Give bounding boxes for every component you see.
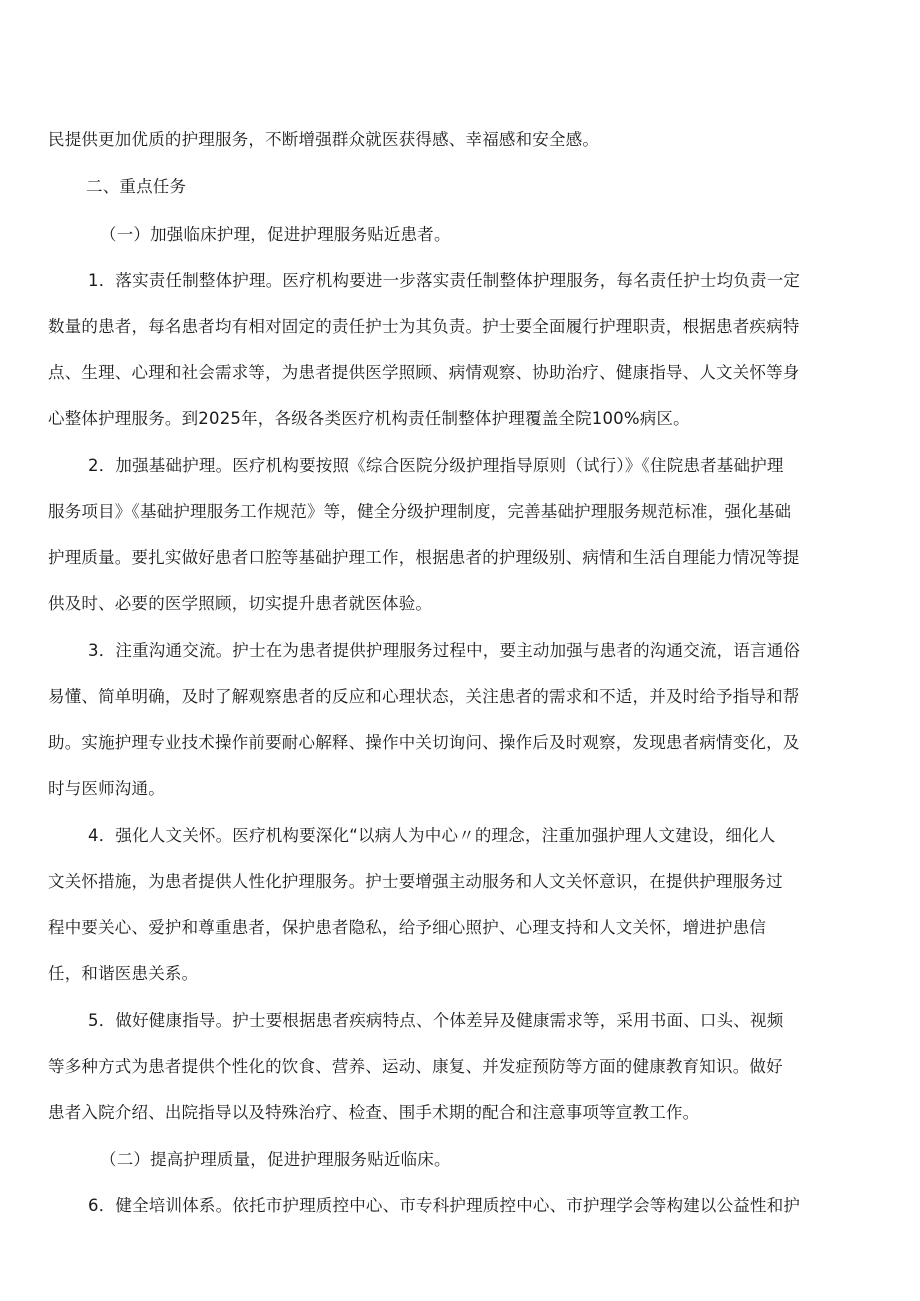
paragraph-line: 5．做好健康指导。护士要根据患者疾病特点、个体差异及健康需求等，采用书面、口头、视频 <box>88 1011 784 1030</box>
paragraph-line: 程中要关心、爱护和尊重患者，保护患者隐私，给予细心照护、心理支持和人文关怀，增进护患信 <box>48 918 767 937</box>
subsection-heading: （一）加强临床护理，促进护理服务贴近患者。 <box>100 225 451 244</box>
paragraph-line: 民提供更加优质的护理服务，不断增强群众就医获得感、幸福感和安全感。 <box>48 130 600 149</box>
paragraph-line: 点、生理、心理和社会需求等，为患者提供医学照顾、病情观察、协助治疗、健康指导、人文关怀等身 <box>48 363 800 382</box>
subsection-heading: （二）提高护理质量，促进护理服务贴近临床。 <box>100 1150 451 1169</box>
paragraph-line: 数量的患者，每名患者均有相对固定的责任护士为其负责。护士要全面履行护理职责，根据患者疾病特 <box>48 317 800 336</box>
paragraph-line: 6．健全培训体系。依托市护理质控中心、市专科护理质控中心、市护理学会等构建以公益性和护 <box>88 1196 801 1215</box>
paragraph-line: 易懂、简单明确，及时了解观察患者的反应和心理状态，关注患者的需求和不适，并及时给予指导和帮 <box>48 687 800 706</box>
paragraph-line: 心整体护理服务。到2025年，各级各类医疗机构责任制整体护理覆盖全院100%病区。 <box>48 409 690 428</box>
paragraph-line: 护理质量。要扎实做好患者口腔等基础护理工作，根据患者的护理级别、病情和生活自理能力情况等提 <box>48 548 800 567</box>
paragraph-line: 患者入院介绍、出院指导以及特殊治疗、检查、围手术期的配合和注意事项等宣教工作。 <box>48 1103 700 1122</box>
paragraph-line: 助。实施护理专业技术操作前要耐心解释、操作中关切询问、操作后及时观察，发现患者病情变化，及 <box>48 733 800 752</box>
paragraph-line: 1．落实责任制整体护理。医疗机构要进一步落实责任制整体护理服务，每名责任护士均负责一定 <box>88 271 801 290</box>
paragraph-line: 4．强化人文关怀。医疗机构要深化“以病人为中心〃的理念，注重加强护理人文建设，细化人 <box>88 826 776 845</box>
paragraph-line: 等多种方式为患者提供个性化的饮食、营养、运动、康复、并发症预防等方面的健康教育知识。做好 <box>48 1057 783 1076</box>
paragraph-line: 服务项目》《基础护理服务工作规范》等，健全分级护理制度，完善基础护理服务规范标准，强化基础 <box>48 502 792 521</box>
paragraph-line: 任，和谐医患关系。 <box>48 964 199 983</box>
paragraph-line: 3．注重沟通交流。护士在为患者提供护理服务过程中，要主动加强与患者的沟通交流，语言通俗 <box>88 641 801 660</box>
paragraph-line: 时与医师沟通。 <box>48 779 165 798</box>
paragraph-line: 文关怀措施，为患者提供人性化护理服务。护士要增强主动服务和人文关怀意识，在提供护理服务过 <box>48 872 783 891</box>
paragraph-line: 2．加强基础护理。医疗机构要按照《综合医院分级护理指导原则（试行）》《住院患者基础护理 <box>88 456 784 475</box>
section-heading: 二、重点任务 <box>86 177 187 196</box>
paragraph-line: 供及时、必要的医学照顾，切实提升患者就医体验。 <box>48 594 433 613</box>
